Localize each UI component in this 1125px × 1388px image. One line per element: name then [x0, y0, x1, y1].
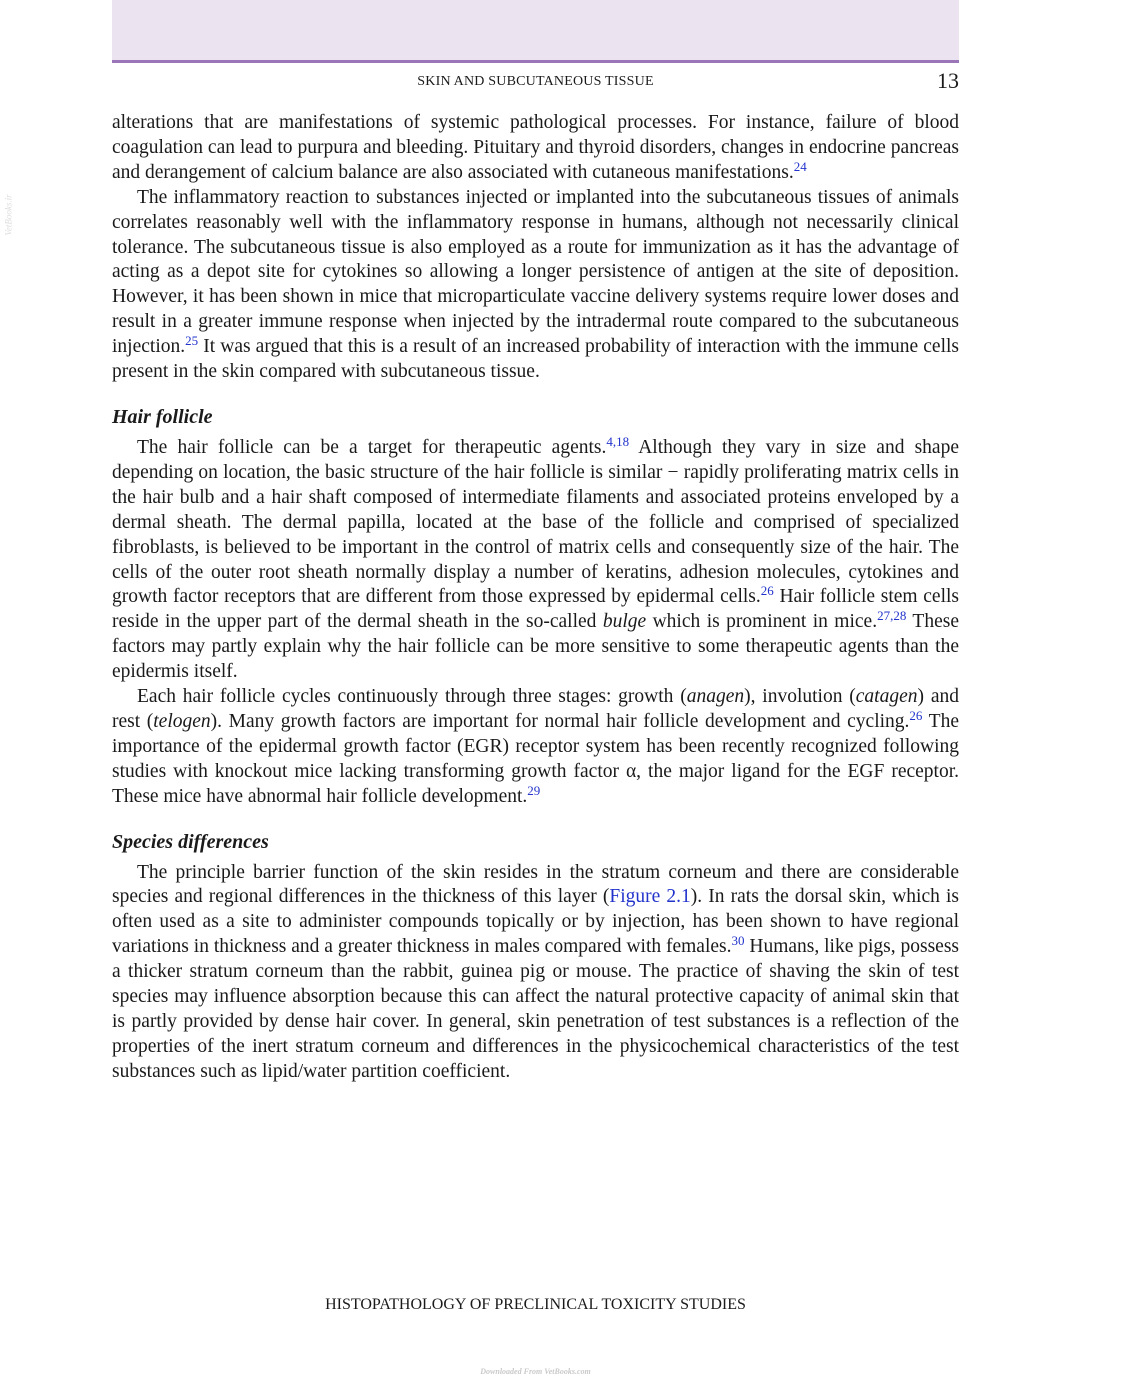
- reference-link[interactable]: 26: [909, 707, 923, 723]
- italic-term: anagen: [686, 686, 745, 708]
- body-text: [112, 111, 959, 1085]
- reference-link[interactable]: 26: [760, 583, 774, 599]
- heading-species-differences: Species differences: [112, 830, 269, 853]
- running-title: SKIN AND SUBCUTANEOUS TISSUE: [417, 74, 654, 89]
- italic-term: telogen: [153, 710, 211, 732]
- paragraph-systemic: alterations that are manifestations of systemic pathological processes. For instance, failure of blood coagulation can lead to purpura and bleeding. Pituitary and thyroid disorders, changes in endocrine pancreas and derangement of calcium balance are also associated with cutaneous manifestations.$^{24}$: [112, 112, 959, 183]
- page-number: 13: [937, 68, 959, 93]
- italic-term: bulge: [602, 611, 647, 633]
- paragraph-species-differences: The principle barrier function of the skin resides in the stratum corneum and there are considerable species and regional differences in the thickness of this layer (Figure 2.1). In rats the dorsal skin, which is often used as a site to administer compounds topically or by injection, has been shown to have regional variations in thickness and a greater thickness in males compared with females.$^{30}$ Humans, like pigs, possess a thicker stratum corneum than the rabbit, guinea pig or mouse. The practice of shaving the skin of test species may influence absorption because this can affect the natural protective capacity of animal skin that is partly provided by dense hair cover. In general, skin penetration of test substances is a reflection of the properties of the inert stratum corneum and differences in the physicochemical characteristics of the test substances such as lipid/water partition coefficient.: [112, 861, 960, 1082]
- side-watermark: VetBooks.ir: [3, 194, 14, 236]
- reference-link[interactable]: 27,28: [877, 608, 907, 624]
- italic-term: catagen: [855, 686, 918, 708]
- header-band: [112, 0, 959, 63]
- footer-book-title: HISTOPATHOLOGY OF PRECLINICAL TOXICITY STUDIES: [325, 1296, 746, 1313]
- reference-link[interactable]: 30: [731, 933, 745, 949]
- figure-link[interactable]: Figure 2.1: [609, 886, 691, 908]
- paragraph-hair-cycle: Each hair follicle cycles continuously through three stages: growth (anagen), involution (catagen) and rest (telogen). Many growth factors are important for normal hair follicle development and cycling.$^{26}$ The importance of the epidermal growth factor (EGR) receptor system has been recently recognized following studies with knockout mice lacking transforming growth factor α, the major ligand for the EGF receptor. These mice have abnormal hair follicle development.$^{29}$: [112, 686, 959, 807]
- reference-link[interactable]: 24: [793, 158, 807, 174]
- reference-link[interactable]: 4,18: [606, 433, 630, 449]
- paragraph-subcutaneous: The inflammatory reaction to substances injected or implanted into the subcutaneous tissues of animals correlates reasonably well with the inflammatory response in humans, although not necessarily clinical tolerance. The subcutaneous tissue is also employed as a route for immunization as it has the advantage of acting as a depot site for cytokines so allowing a longer persistence of antigen at the site of deposition. However, it has been shown in mice that microparticulate vaccine delivery systems require lower doses and result in a greater immune response when injected by the intradermal route compared to the subcutaneous injection.$^{25}$ It was argued that this is a result of an increased probability of interaction with the immune cells present in the skin compared with subcutaneous tissue.: [112, 186, 959, 383]
- heading-hair-follicle: Hair follicle: [112, 405, 213, 428]
- reference-link[interactable]: 25: [185, 333, 199, 349]
- reference-link[interactable]: 29: [527, 782, 541, 798]
- running-head: [112, 68, 959, 94]
- download-watermark: Downloaded From VetBooks.com: [480, 1367, 591, 1376]
- paragraph-hair-follicle: The hair follicle can be a target for therapeutic agents.$^{4,18}$ Although they vary in size and shape depending on location, the basic structure of the hair follicle is similar − rapidly proliferating matrix cells in the hair bulb and a hair shaft composed of intermediate filaments and associated proteins enveloped by a dermal sheath. The dermal papilla, located at the base of the follicle and comprised of specialized fibroblasts, is believed to be important in the control of matrix cells and consequently size of the hair. The cells of the outer root sheath normally display a number of keratins, adhesion molecules, cytokines and growth factor receptors that are different from those expressed by epidermal cells.$^{26}$ Hair follicle stem cells reside in the upper part of the dermal sheath in the so-called bulge which is prominent in mice.$^{27,28}$ These factors may partly explain why the hair follicle can be more sensitive to some therapeutic agents than the epidermis itself.: [112, 433, 959, 683]
